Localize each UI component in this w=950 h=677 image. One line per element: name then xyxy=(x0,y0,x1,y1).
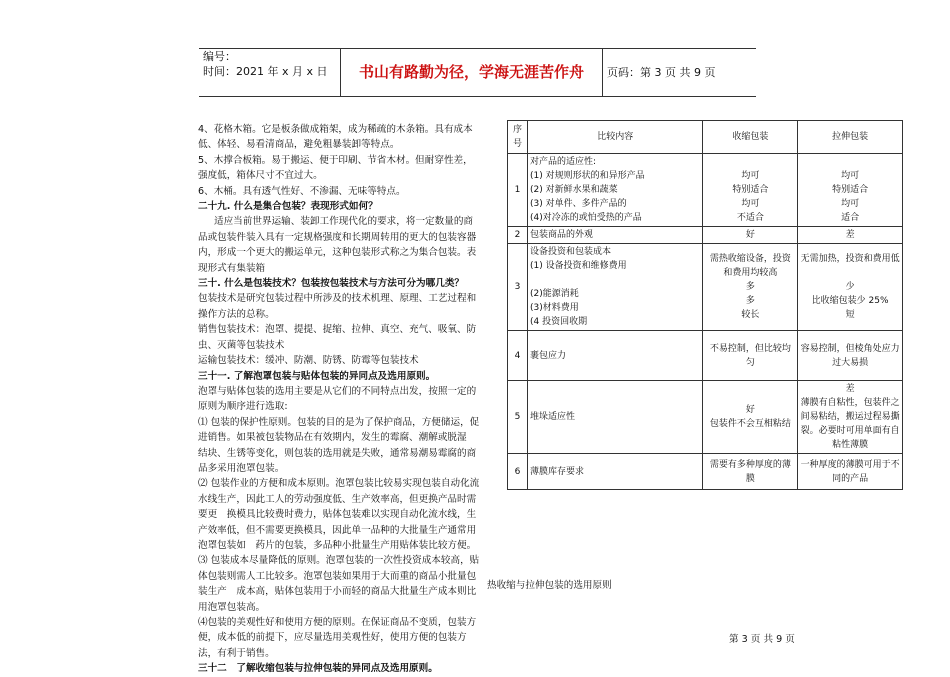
cell-line: 均可 xyxy=(741,171,760,181)
table-header-row xyxy=(508,121,903,154)
section-heading-29: 二十九. 什么是集合包装？表现形式如何？ xyxy=(198,201,378,213)
cell-line: 少 xyxy=(845,282,855,292)
paragraph: 销售包装技术：泡罩、提提、捉缩、拉伸、真空、充气、吸氧、防虫、灭菌等包装技术 xyxy=(198,324,477,351)
paragraph: ⑴ 包装的保护性原则。包装的目的是为了保护商品，方便储运，促进销售。如果被包装物品在有效期内，发生的霉腐、潮解或脱湿 结块、生锈等变化，则包装的选用就是失败，通常易潮易霉腐的商品多采用泡罩包装。 xyxy=(198,416,480,474)
cell-line: (4 投资回收期 xyxy=(529,317,588,327)
row-content: 堆垛适应性 xyxy=(527,381,703,454)
cell-line: (3) 对单件、多件产品的 xyxy=(529,199,627,209)
cell-line: 比收缩包装少 25% xyxy=(811,296,889,306)
section-heading-32: 三十二 了解收缩包装与拉伸包装的异同点及选用原则。 xyxy=(198,663,438,675)
cell-line: 均可 xyxy=(841,199,860,209)
cell-line: 均可 xyxy=(841,171,860,181)
cell-line: 较长 xyxy=(741,310,760,320)
row-stretch: 一种厚度的薄膜可用于不同的产品 xyxy=(798,454,903,490)
section-heading-30: 三十. 什么是包装技术？包装按包装技术与方法可分为哪几类？ xyxy=(198,278,465,290)
comparison-table xyxy=(507,120,903,490)
cell-line: 多 xyxy=(745,282,755,292)
row-shrink: 需要有多种厚度的薄膜 xyxy=(703,454,798,490)
cell-line: 对产品的适应性: xyxy=(529,157,597,167)
paragraph: 5、木撑合板箱。易于搬运、便于印刷、节省木材。但耐穿性差，强度低，箱体尺寸不宜过大。 xyxy=(198,154,473,182)
cell-line: 均可 xyxy=(741,199,760,209)
row-content: 裹包应力 xyxy=(527,331,703,381)
row-no: 5 xyxy=(508,381,528,454)
cell-line: 需热收缩设备，投资和费用均较高 xyxy=(709,254,791,278)
header-shrink: 收缩包装 xyxy=(703,121,798,154)
cell-line: (4)对冷冻的或怕受热的产品 xyxy=(529,213,642,223)
cell-line: (1) 设备投资和维修费用 xyxy=(529,261,627,271)
table-caption: 热收缩与拉伸包装的选用原则 xyxy=(487,580,612,591)
cell-line: (2)能源消耗 xyxy=(529,289,579,299)
table-row xyxy=(508,154,903,227)
cell-line: (1) 对规则形状的和异形产品 xyxy=(529,171,645,181)
row-shrink: 不易控制，但比较均匀 xyxy=(703,331,798,381)
cell-line: (3)材料费用 xyxy=(529,303,579,313)
row-shrink xyxy=(703,244,798,331)
header-no: 序号 xyxy=(508,121,528,154)
row-content: 薄膜库存要求 xyxy=(527,454,703,490)
row-no: 3 xyxy=(508,244,528,331)
table-row xyxy=(508,381,903,454)
row-no: 4 xyxy=(508,331,528,381)
row-no: 2 xyxy=(508,227,528,244)
cell-line: 不适合 xyxy=(736,213,764,223)
page-footer: 第 3 页 共 9 页 xyxy=(729,634,795,645)
header-content: 比较内容 xyxy=(527,121,703,154)
number-label: 编号： xyxy=(203,50,236,63)
time-label: 时间：2021 年 x 月 x 日 xyxy=(203,65,328,78)
header-motto: 书山有路勤为径，学海无涯苦作舟 xyxy=(340,49,603,96)
section-heading-31: 三十一. 了解泡罩包装与贴体包装的异同点及选用原则。 xyxy=(198,370,436,382)
table-row xyxy=(508,244,903,331)
row-shrink: 好 xyxy=(703,227,798,244)
row-stretch: 差 xyxy=(798,227,903,244)
row-no: 6 xyxy=(508,454,528,490)
page-header xyxy=(199,48,756,97)
row-content xyxy=(527,154,703,227)
body-text xyxy=(198,122,480,677)
table-row xyxy=(508,331,903,381)
cell-line: (2) 对新鲜水果和蔬菜 xyxy=(529,185,618,195)
header-page-label: 页码：第 3 页 共 9 页 xyxy=(607,66,716,79)
row-shrink xyxy=(703,154,798,227)
paragraph: 6、木桶。具有透气性好、不渗漏、无味等特点。 xyxy=(198,185,406,197)
cell-line: 无需加热，投资和费用低 xyxy=(800,254,900,264)
row-stretch: 差 薄膜有自粘性，包装件之间易粘结，搬运过程易撕裂。必要时可用单面有自粘性薄膜 xyxy=(798,381,903,454)
paragraph: ⑷包装的美观性好和使用方便的原则。在保证商品不变质，包装方便，成本低的前提下，应尽量选用美观性好，使用方便的包装方法，有利于销售。 xyxy=(198,617,477,659)
row-stretch xyxy=(798,154,903,227)
cell-line: 适合 xyxy=(841,213,860,223)
row-shrink: 好 包装件不会互相粘结 xyxy=(703,381,798,454)
cell-line: 短 xyxy=(845,310,855,320)
paragraph: 运输包装技术：缓冲、防潮、防锈、防霉等包装技术 xyxy=(198,355,419,367)
row-stretch xyxy=(798,244,903,331)
paragraph: 适应当前世界运输、装卸工作现代化的要求，将一定数量的商品或包装件装入具有一定规格强度和长期周转用的更大的包装容器内，形成一个更大的搬运单元，这种包装形式称之为集合包装。表现形式有集装箱 xyxy=(198,216,477,274)
paragraph: 泡罩与贴体包装的选用主要是从它们的不同特点出发，按照一定的原则为顺序进行选取: xyxy=(198,385,477,413)
paragraph: ⑵ 包装作业的方便和成本原则。泡罩包装比较易实现包装自动化流水线生产，因此工人的劳动强度低、生产效率高，但更换产品时需要更 换模具比较费时费力，贴体包装难以实现自动化流水线，生产效率低，但不需要更换模具，因此单一品种的大批量生产通常用泡罩包装如 药片的包装，多品种小批量生产用贴体装比较方便。 xyxy=(198,478,480,551)
cell-line: 多 xyxy=(745,296,755,306)
table-row xyxy=(508,227,903,244)
paragraph: 4、花格木箱。它是板条做成箱架，成为稀疏的木条箱。具有成本低、体轻、易看清商品，避免粗暴装卸等特点。 xyxy=(198,124,473,151)
paragraph: ⑶ 包装成本尽量降低的原则。泡罩包装的一次性投资成本较高，贴体包装则需人工比较多。泡罩包装如果用于大而重的商品小批量包装生产 成本高，贴体包装用于小而轻的商品大批量生产成本则比用泡罩包装高。 xyxy=(198,555,480,613)
header-meta xyxy=(199,49,343,96)
cell-line: 设备投资和包装成本 xyxy=(529,247,611,257)
cell-line: 特别适合 xyxy=(732,185,769,195)
table-row xyxy=(508,454,903,490)
row-content: 包装商品的外观 xyxy=(527,227,703,244)
row-stretch: 容易控制，但棱角处应力过大易损 xyxy=(798,331,903,381)
cell-line: 特别适合 xyxy=(832,185,869,195)
row-no: 1 xyxy=(508,154,528,227)
header-stretch: 拉伸包装 xyxy=(798,121,903,154)
paragraph: 包装技术是研究包装过程中所涉及的技术机理、原理、工艺过程和操作方法的总称。 xyxy=(198,293,477,320)
row-content xyxy=(527,244,703,331)
